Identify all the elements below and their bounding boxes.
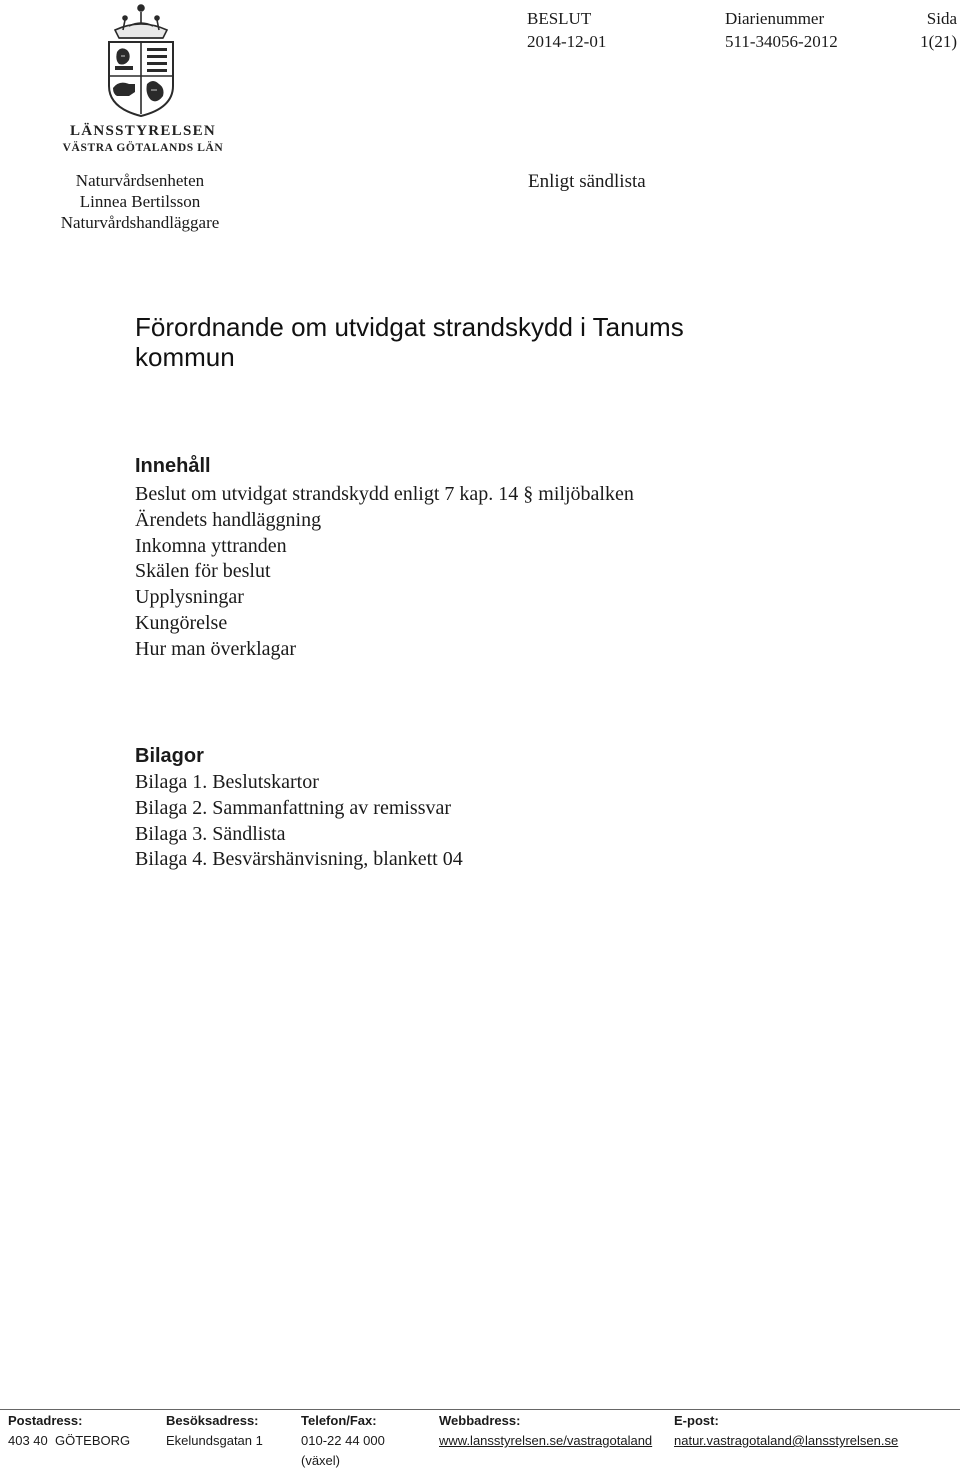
title-line-1: Förordnande om utvidgat strandskydd i Tanums: [135, 312, 684, 342]
contents-item: Hur man överklagar: [135, 637, 297, 660]
attachment-item: Bilaga 2. Sammanfattning av remissvar: [135, 796, 452, 819]
attachments-section: [135, 745, 463, 873]
postal-value: 403 40 GÖTEBORG: [8, 1433, 131, 1448]
recipient: Enligt sändlista: [528, 171, 646, 192]
web-link[interactable]: www.lansstyrelsen.se/vastragotaland: [439, 1433, 653, 1448]
sender-unit: Naturvårdsenheten: [75, 171, 205, 190]
page-label: Sida: [926, 9, 957, 28]
contents-section: [135, 455, 634, 663]
page-block: [920, 7, 957, 53]
footer-email: [674, 1411, 898, 1451]
visit-label: Besöksadress:: [166, 1413, 259, 1428]
email-label: E-post:: [674, 1413, 719, 1428]
attachment-item: Bilaga 3. Sändlista: [135, 822, 286, 845]
web-label: Webbadress:: [439, 1413, 521, 1428]
email-link[interactable]: natur.vastragotaland@lansstyrelsen.se: [674, 1433, 899, 1448]
footer-visit: [166, 1411, 263, 1451]
sender-role: Naturvårdshandläggare: [60, 213, 220, 232]
page-number: 1(21): [920, 32, 957, 51]
contents-item: Kungörelse: [135, 611, 228, 634]
contents-item: Ärendets handläggning: [135, 508, 322, 531]
contents-item: Inkomna yttranden: [135, 534, 287, 557]
phone-note: (växel): [301, 1453, 341, 1468]
postal-label: Postadress:: [8, 1413, 83, 1428]
agency-wordmark: [58, 122, 228, 156]
doc-date: 2014-12-01: [527, 32, 607, 51]
sender-block: [40, 170, 240, 233]
contents-item: Upplysningar: [135, 586, 244, 609]
attachment-item: Bilaga 4. Besvärshänvisning, blankett 04: [135, 848, 463, 871]
sender-name: Linnea Bertilsson: [79, 192, 201, 211]
registration-label: Diarienummer: [725, 9, 825, 28]
footer-divider: [0, 1409, 960, 1410]
phone-label: Telefon/Fax:: [301, 1413, 377, 1428]
agency-region: VÄSTRA GÖTALANDS LÄN: [62, 142, 224, 154]
doc-type: BESLUT: [527, 9, 592, 28]
phone-value: 010-22 44 000: [301, 1433, 385, 1448]
attachment-item: Bilaga 1. Beslutskartor: [135, 771, 319, 793]
coat-of-arms-logo: [95, 0, 187, 120]
footer-web: [439, 1411, 652, 1451]
footer-postal: [8, 1411, 130, 1451]
registration-block: [725, 7, 838, 53]
contents-list: [135, 482, 634, 663]
contents-heading: Innehåll: [135, 455, 211, 477]
doc-type-block: [527, 7, 606, 53]
contents-item: Skälen för beslut: [135, 560, 271, 583]
attachments-heading: Bilagor: [135, 745, 204, 767]
attachments-list: [135, 770, 463, 873]
footer-phone: [301, 1411, 385, 1471]
registration-number: 511-34056-2012: [725, 32, 838, 51]
contents-item: Beslut om utvidgat strandskydd enligt 7 kap. 14 § miljöbalken: [135, 483, 634, 505]
title-line-2: kommun: [135, 342, 235, 372]
document-title: [135, 312, 684, 372]
agency-name: LÄNSSTYRELSEN: [69, 123, 217, 139]
visit-value: Ekelundsgatan 1: [166, 1433, 263, 1448]
